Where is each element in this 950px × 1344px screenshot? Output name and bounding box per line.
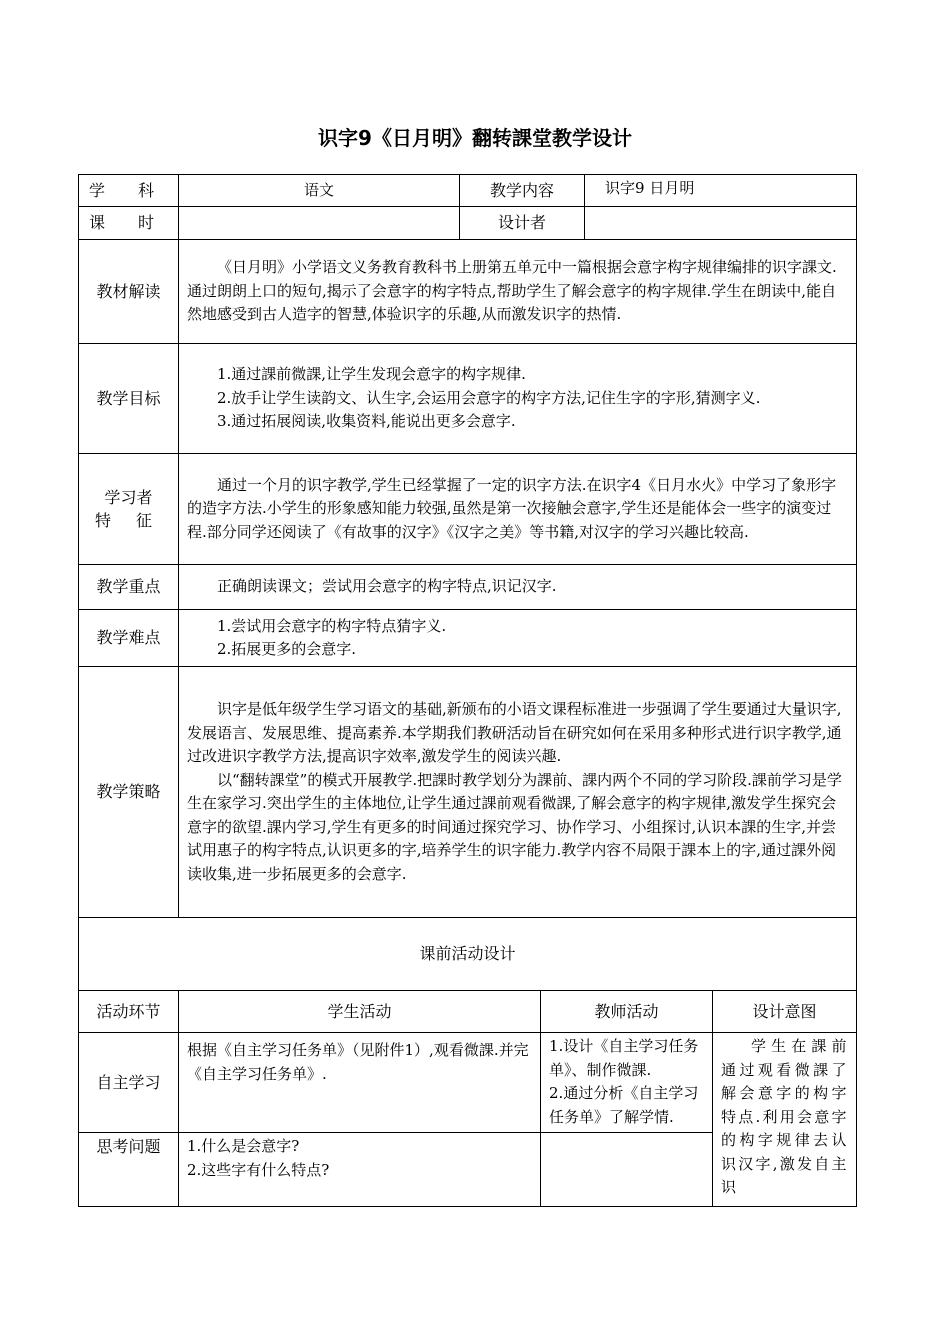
material-label: 教材解读 (79, 240, 179, 344)
content-label: 教学内容 (460, 175, 585, 207)
question-item: 2.这些字有什么特点? (187, 1160, 330, 1179)
question-item: 1.什么是会意字? (187, 1137, 300, 1155)
student-activity-questions (179, 1133, 541, 1207)
goal-item: 2.放手让学生读韵文、认生字,会运用会意字的构字方法,记住生字的字形,猜测字义. (217, 388, 761, 407)
difficulty-list (179, 610, 857, 667)
stage-self-study: 自主学习 (79, 1033, 179, 1133)
subject-value: 语文 (179, 175, 460, 207)
designer-label: 设计者 (460, 207, 585, 240)
goals-label: 教学目标 (79, 344, 179, 454)
subject-label: 学 科 (79, 175, 179, 207)
strategy-label: 教学策略 (79, 667, 179, 918)
strategy-paragraph: 识字是低年级学生学习语文的基础,新颁布的小语文课程标准进一步强调了学生要通过大量识字,发展语言、发展思维、提高素养.本学期我们教研活动旨在研究如何在采用多种形式进行识字教学,通过改进识字教学方法,提高识字效率,激发学生的阅读兴趣. (187, 700, 842, 765)
goal-item: 3.通过拓展阅读,收集资料,能说出更多会意字. (217, 412, 516, 431)
difficulty-item: 2.拓展更多的会意字. (217, 640, 357, 658)
difficulty-item: 1.尝试用会意字的构字特点猜字义. (217, 616, 447, 635)
teacher-activity-item: 1.设计《自主学习任务单》、制作微課. (549, 1037, 699, 1079)
keypoint-text: 正确朗读课文；尝试用会意字的构字特点,识记汉字. (179, 565, 857, 610)
design-intent: 学生在課前通过观看微課了解会意字的构字特点.利用会意字的构字规律去认识汉字,激发自主识 (713, 1033, 857, 1207)
goals-list (179, 344, 857, 454)
col-header-intent: 设计意图 (713, 991, 857, 1033)
goal-item: 1.通过課前微課,让学生发现会意字的构字规律. (217, 365, 526, 384)
period-value (179, 207, 460, 240)
student-activity-self-study: 根据《自主学习任务单》（见附件1）,观看微課.并完《自主学习任务单》. (179, 1033, 541, 1133)
material-text: 《日月明》小学语文义务教育教科书上册第五单元中一篇根据会意字构字规律编排的识字課文.通过朗朗上口的短句,揭示了会意字的构字特点,帮助学生了解会意字的构字规律.学生在朗读中,能自然地感受到古人造字的智慧,体验识字的乐趣,从而激发识字的热情. (179, 240, 857, 344)
period-label: 课 时 (79, 207, 179, 240)
col-header-stage: 活动环节 (79, 991, 179, 1033)
learners-label: 学习者 特 征 (79, 454, 179, 565)
learners-text: 通过一个月的识字教学,学生已经掌握了一定的识字方法.在识字4《日月水火》中学习了象形字的造字方法.小学生的形象感知能力较强,虽然是第一次接触会意字,学生还是能体会一些字的演变过程.部分同学还阅读了《有故事的汉字》《汉字之美》等书籍,对汉字的学习兴趣比较高. (179, 454, 857, 565)
teacher-activity-item: 2.通过分析《自主学习任务单》了解学情. (549, 1084, 699, 1126)
col-header-teacher: 教师活动 (541, 991, 713, 1033)
col-header-student: 学生活动 (179, 991, 541, 1033)
content-value: 识字9 日月明 (585, 175, 857, 207)
strategy-text (179, 667, 857, 918)
strategy-paragraph: 以“翻转課堂”的模式开展教学.把課时教学划分为課前、課内两个不同的学习阶段.課前学习是学生在家学习.突出学生的主体地位,让学生通过課前观看微課,了解会意字的构字规律,激发学生探究会意字的欲望.課内学习,学生有更多的时间通过探究学习、协作学习、小组探讨,认识本課的生字,并尝试用惠子的构字特点,认识更多的字,培养学生的识字能力.教学内容不局限于課本上的字,通过課外阅读收集,进一步拓展更多的会意字. (187, 770, 842, 883)
designer-value (585, 207, 857, 240)
teacher-activity-self-study (541, 1033, 713, 1133)
stage-think-questions: 思考问题 (79, 1133, 179, 1207)
difficulty-label: 教学难点 (79, 610, 179, 667)
teacher-activity-questions (541, 1133, 713, 1207)
page-title: 识字9《日月明》翻转課堂教学设计 (318, 126, 632, 150)
pre-class-heading: 课前活动设计 (79, 918, 857, 991)
lesson-plan-table (78, 174, 857, 1207)
keypoint-label: 教学重点 (79, 565, 179, 610)
